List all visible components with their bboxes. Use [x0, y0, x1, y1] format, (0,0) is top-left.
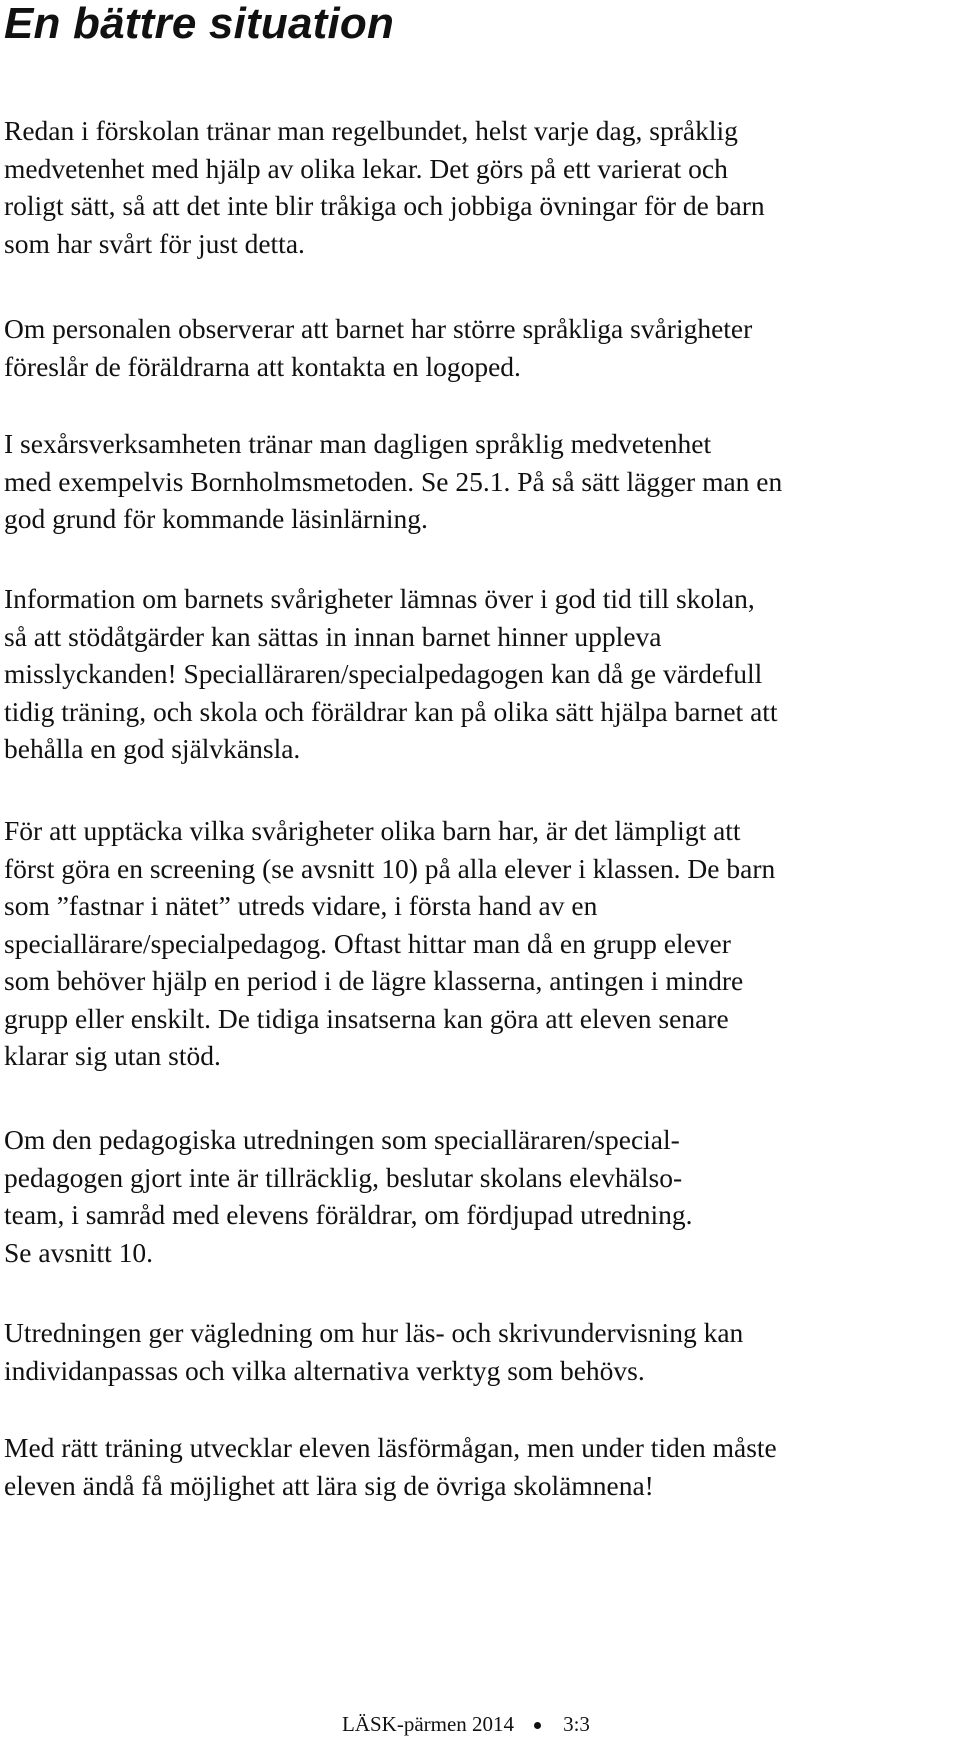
footer-publication: LÄSK-pärmen 2014: [342, 1712, 515, 1736]
body-paragraph: Med rätt träning utvecklar eleven läsförmågan, men under tiden måste eleven ändå få möjlighet att lära sig de övriga skolämnena!: [4, 1432, 777, 1501]
page-footer: [342, 1712, 590, 1736]
page-title: En bättre situation: [4, 0, 395, 48]
body-paragraph: Om personalen observerar att barnet har större språkliga svårigheter föreslår de föräldrarna att kontakta en logoped.: [4, 313, 753, 382]
body-paragraph: För att upptäcka vilka svårigheter olika barn har, är det lämpligt att först göra en screening (se avsnitt 10) på alla elever i klassen. De barn som ”fastnar i nätet” utreds vidare, i första hand av en speciallärare/specialpedagog. Oftast hittar man då en grupp elever som behöver hjälp en period i de lägre klasserna, antingen i mindre grupp eller enskilt. De tidiga insatserna kan göra att eleven senare klarar sig utan stöd.: [4, 815, 776, 1071]
body-paragraph: Om den pedagogiska utredningen som specialläraren/special- pedagogen gjort inte är tillräcklig, beslutar skolans elevhälso- team, i samråd med elevens föräldrar, om fördjupad utredning. Se avsnitt 10.: [4, 1124, 693, 1268]
body-paragraph: Redan i förskolan tränar man regelbundet, helst varje dag, språklig medvetenhet med hjälp av olika lekar. Det görs på ett varierat och roligt sätt, så att det inte blir tråkiga och jobbiga övningar för de barn som har svårt för just detta.: [4, 115, 765, 259]
footer-page-number: 3:3: [563, 1712, 590, 1736]
body-paragraph: I sexårsverksamheten tränar man dagligen språklig medvetenhet med exempelvis Bornholmsmetoden. Se 25.1. På så sätt lägger man en god grund för kommande läsinlärning.: [4, 428, 783, 534]
body-paragraph: Utredningen ger vägledning om hur läs- och skrivundervisning kan individanpassas och vilka alternativa verktyg som behövs.: [4, 1317, 744, 1386]
body-paragraph: Information om barnets svårigheter lämnas över i god tid till skolan, så att stödåtgärder kan sättas in innan barnet hinner uppleva misslyckanden! Specialläraren/specialpedagogen kan då ge värdefull tidig träning, och skola och föräldrar kan på olika sätt hjälpa barnet att behålla en god självkänsla.: [4, 583, 778, 764]
bullet-dot-icon: [534, 1722, 541, 1729]
